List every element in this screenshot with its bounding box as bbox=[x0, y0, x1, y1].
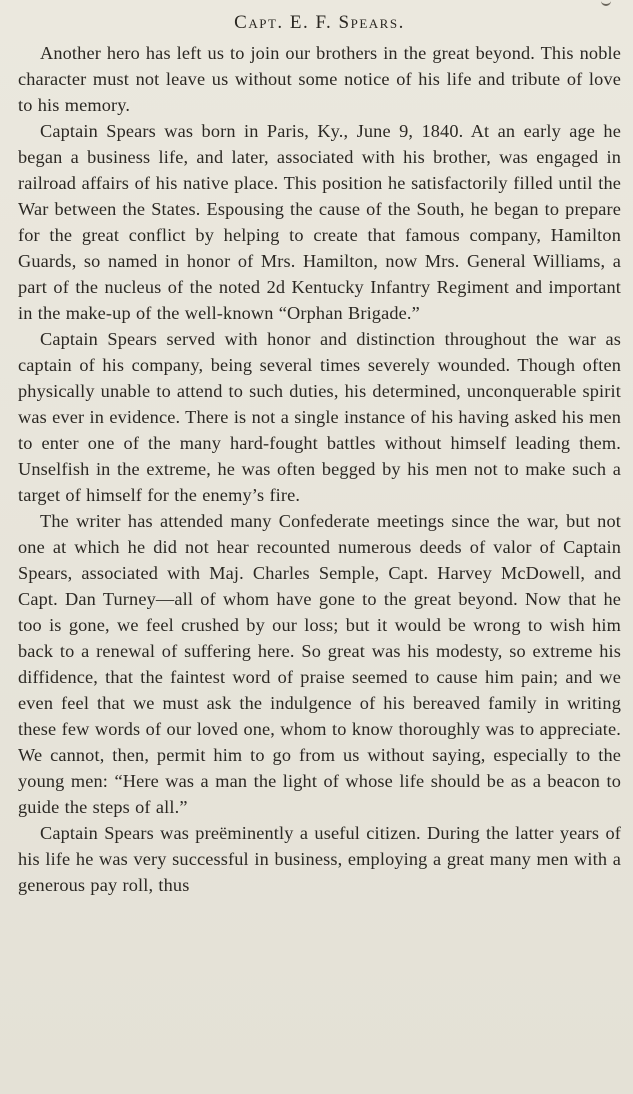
paragraph-early-life: Captain Spears was born in Paris, Ky., June 9, 1840. At an early age he began a business life, and later, associated with his brother, was engaged in railroad affairs of his native place. This position he satisfactorily filled until the War between the States. Espousing the cause of the South, he began to prepare for the great conflict by helping to create that famous company, Hamilton Guards, so named in honor of Mrs. Hamilton, now Mrs. General Williams, a part of the nucleus of the noted 2d Kentucky Infantry Regiment and important in the make-up of the well-known “Orphan Brigade.” bbox=[18, 121, 621, 323]
paragraph-citizen: Captain Spears was preëminently a useful citizen. During the latter years of his life he was very successful in business, employing a great many men with a generous pay roll, thus bbox=[18, 823, 621, 895]
page-edge-mark bbox=[601, 0, 611, 6]
article-body bbox=[18, 40, 621, 898]
paragraph-tribute: The writer has attended many Confederate meetings since the war, but not one at which he did not hear recounted numerous deeds of valor of Captain Spears, associated with Maj. Charles Semple, Capt. Harvey McDowell, and Capt. Dan Turney—all of whom have gone to the great beyond. Now that he too is gone, we feel crushed by our loss; but it would be wrong to wish him back to a renewal of suffering here. So great was his modesty, so extreme his diffidence, that the faintest word of praise seemed to cause him pain; and we even feel that we must ask the indulgence of his bereaved family in writing these few words of our loved one, whom to know thoroughly was to appreciate. We cannot, then, permit him to go from us without saying, especially to the young men: “Here was a man the light of whose life should be as a beacon to guide the steps of all.” bbox=[18, 511, 621, 817]
paragraph-intro: Another hero has left us to join our brothers in the great beyond. This noble character must not leave us without some notice of his life and tribute of love to his memory. bbox=[18, 43, 621, 115]
article-heading: Capt. E. F. Spears. bbox=[234, 12, 405, 33]
paragraph-war-service: Captain Spears served with honor and distinction throughout the war as captain of his company, being several times severely wounded. Though often physically unable to attend to such duties, his determined, unconquerable spirit was ever in evidence. There is not a single instance of his having asked his men to enter one of the many hard-fought battles without himself leading them. Unselfish in the extreme, he was often begged by his men not to make such a target of himself for the enemy’s fire. bbox=[18, 329, 621, 505]
